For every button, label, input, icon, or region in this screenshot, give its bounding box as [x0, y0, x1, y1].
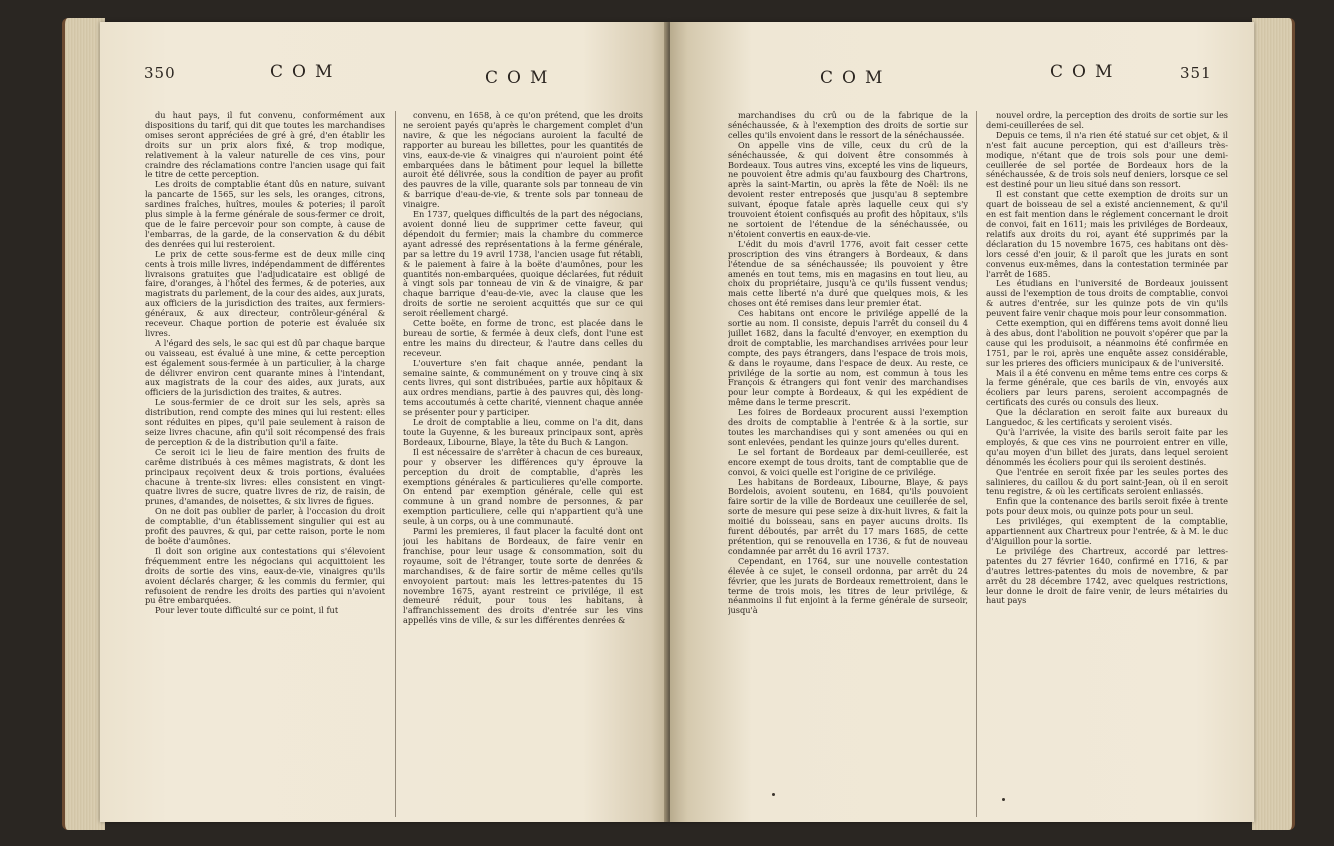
paragraph: Cette exemption, qui en différens tems avoit donné lieu à des abus, dont l'abolition ne pouvoit s'opérer que par la cause qui les produisoit, a néanmoins été confirmée en 1751, par le roi, après une enquête assez considérable, sur les prieres des officiers municipaux & de l'université.	[986, 318, 1228, 368]
paragraph: Le prix de cette sous-ferme est de deux mille cinq cents à trois mille livres, indépendamment de différentes livraisons gratuites que l'adjudicataire est obligé de faire, d'oranges, à l'hôtel des fermes, & de poteries, aux magistrats du parlement, de la cour des aides, aux jurats, aux officiers de la jurisdiction des traites, aux fermiers-généraux, & aux directeur, contrôleur-général & receveur. Chaque portion de poterie est évaluée six livres.	[145, 248, 385, 338]
paragraph: Ces habitans ont encore le privilége appellé de la sortie au nom. Il consiste, depuis l'arrêt du conseil du 4 juillet 1682, dans la faculté d'envoyer, en exemption du droit de comptablie, les marchandises arrivées pour leur compte, des pays étrangers, dans l'espace de trois mois, & dans le royaume, dans l'espace de deux. Au reste, ce privilége de la sortie au nom, est commun à tous les François & étrangers qui font venir des marchandises pour leur compte à Bordeaux, & qui les expédient de même dans le terme prescrit.	[728, 308, 968, 408]
paragraph: Il est constant que cette exemption de droits sur un quart de boisseau de sel a existé anciennement, & qu'il en est fait mention dans le réglement concernant le droit de convoi, fait en 1611; mais les priviléges de Bordeaux, relatifs aux droits du roi, ayant été supprimés par la déclaration du 15 novembre 1675, ces habitans ont dès-lors cessé d'en jouir, & il paroît que les jurats en sont convenus eux-mêmes, dans la contestation terminée par l'arrêt de 1685.	[986, 189, 1228, 279]
paragraph: Que l'entrée en seroit fixée par les seules portes des salinieres, du caillou & du port saint-Jean, où il en seroit tenu registre, & où les certificats seroient enliassés.	[986, 466, 1228, 497]
paragraph: Les étudians en l'université de Bordeaux jouissent aussi de l'exemption de tous droits de comptablie, convoi & autres d'entrée, sur les quinze pots de vin qu'ils peuvent faire venir chaque mois pour leur consommation.	[986, 278, 1228, 319]
left-page-number: 350	[144, 64, 176, 82]
paragraph: Il doit son origine aux contestations qui s'élevoient fréquemment entre les négocians qui acquittoient les droits de sortie des vins, eaux-de-vie, vinaigres qu'ils avoient déclarés charger, & les commis du fermier, qui refusoient de rendre les droits des parties qui n'avoient pu être embarquées.	[145, 545, 385, 606]
right-running-head-2: COM	[1050, 62, 1122, 82]
paragraph: Les priviléges, qui exemptent de la comptablie, appartiennent aux Chartreux pour l'entrée, & à M. le duc d'Aiguillon pour la sortie.	[986, 516, 1228, 546]
paragraph: On appelle vins de ville, ceux du crû de la sénéchaussée, & qui doivent être consommés à Bordeaux. Tous autres vins, excepté les vins de liqueurs, ne pouvoient être admis qu'au fauxbourg des Chartrons, après la saint-Martin, ou après la fête de Noël: ils ne devoient rester entreposés que jusqu'au 8 septembre suivant, époque fatale après laquelle ceux qui s'y trouvoient étoient confisqués au profit des hôpitaux, s'ils ne sortoient de l'étendue de la sénéchaussée, ou n'étoient convertis en eaux-de-vie.	[728, 139, 968, 239]
paragraph: Il est nécessaire de s'arrêter à chacun de ces bureaux, pour y observer les différences qu'y éprouve la perception du droit de comptablie, d'après les exemptions générales & particulieres qu'elle comporte. On entend par exemption générale, celle qui est commune à un grand nombre de personnes, & par exemption particuliere, celle qui n'appartient qu'à une seule, à un corps, ou à une communauté.	[403, 446, 643, 527]
paragraph: du haut pays, il fut convenu, conformément aux dispositions du tarif, qui dit que toutes les marchandises omises seront appréciées de gré à gré, d'en établir les droits sur un prix alors fixé, & trop modique, relativement à la valeur naturelle de ces vins, pour craindre des réclamations contre l'ancien usage qui fait le titre de cette perception.	[145, 111, 385, 180]
right-running-head-1: COM	[820, 68, 892, 88]
paragraph: Cependant, en 1764, sur une nouvelle contestation élevée à ce sujet, le conseil ordonna, par arrêt du 24 février, que les jurats de Bordeaux remettroient, dans le terme de trois mois, les titres de leur privilége, & néanmoins il fut enjoint à la ferme générale de surseoir, jusqu'à	[728, 555, 968, 616]
right-page-column-1	[728, 111, 968, 823]
paragraph: Ce seroit ici le lieu de faire mention des fruits de carême distribués à ces mêmes magistrats, & dont les principaux reçoivent deux & trois portions, évaluées chacune à trente-six livres: elles consistent en vingt-quatre livres de sucre, quatre livres de riz, de raisin, de prunes, d'amandes, de noisettes, & six livres de figues.	[145, 446, 385, 507]
paragraph: En 1737, quelques difficultés de la part des négocians, avoient donné lieu de supprimer cette faveur, qui dépendoit du fermier; mais la chambre du commerce ayant adressé des représentations à la ferme générale, par sa lettre du 19 avril 1738, l'ancien usage fut rétabli, & le paiement à faire à la boëte d'aumônes, pour les quantités non-embarquées, quoique déclarées, fut réduit à vingt sols par tonneau de vin & de vinaigre, & par chaque barrique d'eau-de-vie, avec la clause que les droits de sortie ne seroient acquittés que sur ce qui seroit réellement chargé.	[403, 209, 643, 319]
right-page-number: 351	[1180, 64, 1212, 82]
right-page-column-2	[986, 111, 1228, 823]
left-page-column-rule	[395, 111, 396, 817]
left-page	[100, 22, 668, 822]
paragraph: Cette boëte, en forme de tronc, est placée dans le bureau de sortie, & fermée à deux clefs, dont l'une est entre les mains du directeur, & l'autre dans celles du receveur.	[403, 318, 643, 358]
paragraph: L'édit du mois d'avril 1776, avoit fait cesser cette proscription des vins étrangers à Bordeaux, & dans l'étendue de sa sénéchaussée; ils pouvoient y être amenés en tout tems, mis en magasins en tout lieu, au choix du propriétaire, jusqu'à ce qu'ils fussent vendus; mais cette liberté n'a duré que quelques mois, & les choses ont été remises dans leur premier état.	[728, 238, 968, 309]
left-running-head-2: COM	[485, 68, 557, 88]
paragraph: marchandises du crû ou de la fabrique de la sénéchaussée, & à l'exemption des droits de sortie sur celles qu'ils envoient dans le ressort de la sénéchaussée.	[728, 111, 968, 140]
paragraph: Que la déclaration en seroit faite aux bureaux du Languedoc, & les certificats y seroient visés.	[986, 407, 1228, 428]
paragraph: Le droit de comptablie a lieu, comme on l'a dit, dans toute la Guyenne, & les bureaux principaux sont, après Bordeaux, Libourne, Blaye, la tête du Buch & Langon.	[403, 417, 643, 447]
paragraph: nouvel ordre, la perception des droits de sortie sur les demi-ceuillerées de sel.	[986, 111, 1228, 130]
paragraph: convenu, en 1658, à ce qu'on prétend, que les droits ne seroient payés qu'après le chargement complet d'un navire, & que les négocians auroient la faculté de rapporter au bureau les billettes, pour les quantités de vins, eaux-de-vie & vinaigres qui n'auroient point été embarquées dans le bâtiment pour lequel la billette auroit été délivrée, sous la condition de payer au profit des pauvres de la ville, quarante sols par tonneau de vin & barrique d'eau-de-vie, & trente sols par tonneau de vinaigre.	[403, 111, 643, 210]
paragraph: Enfin que la contenance des barils seroit fixée à trente pots pour deux mois, ou quinze pots pour un seul.	[986, 496, 1228, 517]
paragraph: Le sel fortant de Bordeaux par demi-ceuillerée, est encore exempt de tous droits, tant de comptablie que de convoi, & voici quelle est l'origine de ce privilége.	[728, 446, 968, 477]
paragraph: Mais il a été convenu en même tems entre ces corps & la ferme générale, que ces barils de vin, envoyés aux écoliers par leurs parens, seroient accompagnés de certificats des curés ou consuls des lieux.	[986, 367, 1228, 408]
right-page	[670, 22, 1254, 822]
paragraph: Les droits de comptablie étant dûs en nature, suivant la pancarte de 1565, sur les sels, les oranges, citrons, sardines fraîches, huîtres, moules & poteries; il paroît plus simple à la ferme générale de sous-fermer ce droit, que de le faire percevoir pour son compte, à cause de l'embarras, de la garde, de la conservation & du débit des denrées qui lui resteroient.	[145, 179, 385, 249]
paragraph: Les habitans de Bordeaux, Libourne, Blaye, & pays Bordelois, avoient soutenu, en 1684, qu'ils pouvoient faire sortir de la ville de Bordeaux une ceuillerée de sel, sorte de mesure qui pese seize à dix-huit livres, & fait la moitié du boisseau, sans en payer aucuns droits. Ils furent déboutés, par arrêt du 17 mars 1685, de cette prétention, qui se renouvella en 1736, & fut de nouveau condamnée par arrêt du 16 avril 1737.	[728, 476, 968, 556]
right-page-column-rule	[976, 111, 977, 817]
paragraph: On ne doit pas oublier de parler, à l'occasion du droit de comptablie, d'un établissement singulier qui est au profit des pauvres, & qui, par cette raison, porte le nom de boëte d'aumônes.	[145, 506, 385, 546]
paragraph: Le privilége des Chartreux, accordé par lettres-patentes du 27 février 1640, confirmé en 1716, & par d'autres lettres-patentes du mois de novembre, & par arrêt du 28 décembre 1742, avec quelques restrictions, leur donne le droit de faire venir, de leurs métairies du haut pays	[986, 545, 1228, 606]
paragraph: Les foires de Bordeaux procurent aussi l'exemption des droits de comptablie à l'entrée & à la sortie, sur toutes les marchandises qui y sont amenées ou qui en sont enlevées, pendant les quinze jours qu'elles durent.	[728, 407, 968, 447]
paragraph: L'ouverture s'en fait chaque année, pendant la semaine sainte, & communément on y trouve cinq à six cents livres, qui sont distribuées, partie aux hôpitaux & aux ordres mendians, partie à des pauvres qui, dès long-tems accoutumés à cette charité, viennent chaque année se présenter pour y participer.	[403, 357, 643, 418]
paragraph: Depuis ce tems, il n'a rien été statué sur cet objet, & il n'est fait aucune perception, qui est d'ailleurs très-modique, n'étant que de trois sols pour une demi-ceuillerée de sel portée de Bordeaux hors de la sénéchaussée, & de trois sols neuf deniers, lorsque ce sel est destiné pour un lieu situé dans son ressort.	[986, 129, 1228, 190]
paragraph: Le sous-fermier de ce droit sur les sels, après sa distribution, rend compte des mines qui lui restent: elles sont réduites en pipes, qu'il paie seulement à raison de seize livres chacune, afin qu'il soit récompensé des frais de perception & de la distribution qu'il a faite.	[145, 397, 385, 447]
paragraph: Parmi les premieres, il faut placer la faculté dont ont joui les habitans de Bordeaux, de faire venir en franchise, pour leur usage & consommation, soit du royaume, soit de l'étranger, toute sorte de denrées & marchandises, & de faire sortir de même celles qu'ils envoyoient partout: mais les lettres-patentes du 15 novembre 1675, ayant restreint ce privilége, il est demeuré réduit, pour tous les habitans, à l'affranchissement des droits d'entrée sur les vins appellés vins de ville, & sur les différentes denrées &	[403, 526, 643, 626]
left-page-column-2	[403, 111, 643, 823]
left-page-block-edge	[62, 18, 105, 830]
right-page-block-edge	[1252, 18, 1295, 830]
paragraph: Pour lever toute difficulté sur ce point, il fut	[155, 605, 339, 616]
paragraph: A l'égard des sels, le sac qui est dû par chaque barque ou vaisseau, est évalué à une mine, & cette perception est également sous-fermée à un particulier, à la charge de délivrer environ cent quarante mines à l'intendant, aux magistrats de la cour des aides, aux jurats, aux officiers de la jurisdiction des traites, & autres.	[145, 337, 385, 398]
ink-speck	[772, 793, 775, 796]
paragraph: Qu'à l'arrivée, la visite des barils seroit faite par les employés, & que ces vins ne pourroient entrer en ville, qu'au moyen d'un billet des jurats, dans lequel seroient dénommés les écoliers pour qui ils seroient destinés.	[986, 427, 1228, 467]
left-page-column-1	[145, 111, 385, 823]
ink-speck	[1002, 798, 1005, 801]
left-running-head-1: COM	[270, 62, 342, 82]
